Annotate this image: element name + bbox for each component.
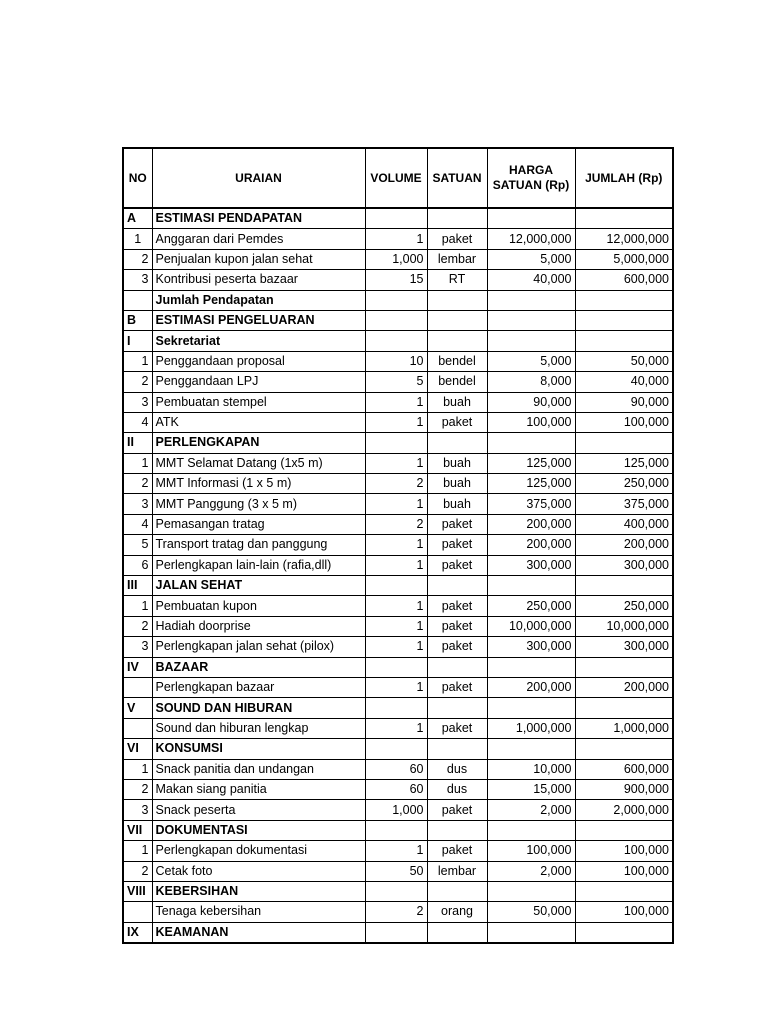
table-row: [123, 249, 673, 269]
cell-volume: [365, 881, 427, 901]
cell-uraian: ATK: [152, 412, 365, 432]
total-row: [123, 290, 673, 310]
table-row: [123, 596, 673, 616]
cell-satuan: [427, 820, 487, 840]
cell-satuan: lembar: [427, 249, 487, 269]
cell-jumlah: 600,000: [575, 270, 673, 290]
cell-jumlah: [575, 698, 673, 718]
table-row: [123, 412, 673, 432]
cell-no: B: [123, 310, 152, 330]
cell-harga-satuan: 375,000: [487, 494, 575, 514]
cell-no: 3: [123, 392, 152, 412]
cell-satuan: lembar: [427, 861, 487, 881]
cell-uraian: Perlengkapan lain-lain (rafia,dll): [152, 555, 365, 575]
cell-jumlah: 100,000: [575, 861, 673, 881]
cell-satuan: [427, 433, 487, 453]
cell-uraian: Snack peserta: [152, 800, 365, 820]
cell-uraian: Pembuatan kupon: [152, 596, 365, 616]
section-row: [123, 881, 673, 901]
cell-volume: 1: [365, 535, 427, 555]
table-body: [123, 208, 673, 943]
cell-harga-satuan: [487, 739, 575, 759]
table-row: [123, 392, 673, 412]
cell-harga-satuan: [487, 576, 575, 596]
cell-jumlah: 300,000: [575, 637, 673, 657]
cell-harga-satuan: [487, 820, 575, 840]
cell-uraian: Sound dan hiburan lengkap: [152, 718, 365, 738]
cell-harga-satuan: [487, 208, 575, 229]
section-row: [123, 657, 673, 677]
cell-jumlah: 10,000,000: [575, 616, 673, 636]
cell-volume: [365, 331, 427, 351]
cell-harga-satuan: [487, 922, 575, 943]
cell-satuan: bendel: [427, 372, 487, 392]
cell-jumlah: [575, 657, 673, 677]
cell-jumlah: 1,000,000: [575, 718, 673, 738]
table-row: [123, 351, 673, 371]
cell-harga-satuan: 200,000: [487, 535, 575, 555]
cell-satuan: [427, 208, 487, 229]
cell-harga-satuan: 125,000: [487, 453, 575, 473]
table-row: [123, 902, 673, 922]
cell-no: 1: [123, 596, 152, 616]
cell-volume: [365, 310, 427, 330]
cell-harga-satuan: 10,000,000: [487, 616, 575, 636]
cell-harga-satuan: 5,000: [487, 249, 575, 269]
cell-satuan: paket: [427, 800, 487, 820]
cell-harga-satuan: 10,000: [487, 759, 575, 779]
cell-no: 2: [123, 249, 152, 269]
cell-harga-satuan: [487, 881, 575, 901]
cell-satuan: paket: [427, 229, 487, 249]
cell-no: 2: [123, 616, 152, 636]
cell-satuan: paket: [427, 677, 487, 697]
cell-volume: [365, 820, 427, 840]
cell-uraian: Kontribusi peserta bazaar: [152, 270, 365, 290]
cell-satuan: [427, 290, 487, 310]
cell-harga-satuan: 100,000: [487, 412, 575, 432]
cell-harga-satuan: 300,000: [487, 555, 575, 575]
cell-satuan: paket: [427, 616, 487, 636]
cell-satuan: RT: [427, 270, 487, 290]
cell-harga-satuan: 1,000,000: [487, 718, 575, 738]
cell-satuan: [427, 698, 487, 718]
cell-volume: 2: [365, 902, 427, 922]
cell-satuan: [427, 739, 487, 759]
cell-harga-satuan: [487, 433, 575, 453]
cell-volume: 1: [365, 229, 427, 249]
cell-satuan: paket: [427, 841, 487, 861]
cell-volume: 1: [365, 453, 427, 473]
cell-no: VII: [123, 820, 152, 840]
cell-jumlah: [575, 331, 673, 351]
header-no: NO: [123, 148, 152, 208]
table-row: [123, 535, 673, 555]
cell-satuan: [427, 922, 487, 943]
cell-volume: 50: [365, 861, 427, 881]
cell-no: 4: [123, 412, 152, 432]
cell-satuan: [427, 310, 487, 330]
cell-volume: 1: [365, 555, 427, 575]
cell-no: [123, 290, 152, 310]
cell-jumlah: 50,000: [575, 351, 673, 371]
table-row: [123, 718, 673, 738]
cell-volume: [365, 290, 427, 310]
cell-satuan: bendel: [427, 351, 487, 371]
cell-harga-satuan: 40,000: [487, 270, 575, 290]
cell-uraian: SOUND DAN HIBURAN: [152, 698, 365, 718]
cell-satuan: dus: [427, 779, 487, 799]
cell-no: II: [123, 433, 152, 453]
cell-no: III: [123, 576, 152, 596]
cell-uraian: Pembuatan stempel: [152, 392, 365, 412]
cell-satuan: orang: [427, 902, 487, 922]
table-row: [123, 270, 673, 290]
cell-satuan: [427, 576, 487, 596]
cell-volume: [365, 433, 427, 453]
cell-jumlah: 100,000: [575, 902, 673, 922]
cell-harga-satuan: [487, 657, 575, 677]
cell-uraian: Perlengkapan bazaar: [152, 677, 365, 697]
cell-volume: 1,000: [365, 800, 427, 820]
cell-no: 2: [123, 861, 152, 881]
table-row: [123, 372, 673, 392]
cell-uraian: ESTIMASI PENGELUARAN: [152, 310, 365, 330]
cell-no: 5: [123, 535, 152, 555]
cell-volume: 10: [365, 351, 427, 371]
cell-uraian: MMT Informasi (1 x 5 m): [152, 474, 365, 494]
cell-volume: 60: [365, 779, 427, 799]
table-row: [123, 474, 673, 494]
section-row: [123, 698, 673, 718]
header-volume: VOLUME: [365, 148, 427, 208]
cell-uraian: Cetak foto: [152, 861, 365, 881]
cell-jumlah: [575, 576, 673, 596]
section-row: [123, 820, 673, 840]
section-row: [123, 331, 673, 351]
table-row: [123, 637, 673, 657]
cell-no: IV: [123, 657, 152, 677]
cell-jumlah: 40,000: [575, 372, 673, 392]
section-row: [123, 739, 673, 759]
cell-uraian: JALAN SEHAT: [152, 576, 365, 596]
cell-no: A: [123, 208, 152, 229]
cell-no: 1: [123, 351, 152, 371]
cell-uraian: Sekretariat: [152, 331, 365, 351]
cell-volume: 15: [365, 270, 427, 290]
cell-no: [123, 677, 152, 697]
cell-jumlah: 300,000: [575, 555, 673, 575]
cell-volume: 1: [365, 616, 427, 636]
cell-volume: [365, 576, 427, 596]
cell-satuan: dus: [427, 759, 487, 779]
cell-no: 3: [123, 494, 152, 514]
cell-uraian: Snack panitia dan undangan: [152, 759, 365, 779]
cell-volume: 5: [365, 372, 427, 392]
cell-harga-satuan: 300,000: [487, 637, 575, 657]
cell-jumlah: 250,000: [575, 474, 673, 494]
cell-jumlah: 90,000: [575, 392, 673, 412]
cell-no: I: [123, 331, 152, 351]
cell-volume: 1: [365, 677, 427, 697]
table-row: [123, 514, 673, 534]
cell-volume: [365, 739, 427, 759]
table-row: [123, 494, 673, 514]
cell-no: 4: [123, 514, 152, 534]
cell-satuan: paket: [427, 637, 487, 657]
cell-no: [123, 902, 152, 922]
cell-jumlah: [575, 208, 673, 229]
cell-uraian: KEBERSIHAN: [152, 881, 365, 901]
section-row: [123, 922, 673, 943]
cell-uraian: ESTIMASI PENDAPATAN: [152, 208, 365, 229]
cell-volume: 1: [365, 596, 427, 616]
cell-no: 1: [123, 453, 152, 473]
cell-volume: 2: [365, 514, 427, 534]
header-jumlah: JUMLAH (Rp): [575, 148, 673, 208]
cell-satuan: buah: [427, 494, 487, 514]
cell-harga-satuan: 125,000: [487, 474, 575, 494]
cell-harga-satuan: [487, 290, 575, 310]
cell-jumlah: [575, 433, 673, 453]
cell-harga-satuan: 2,000: [487, 861, 575, 881]
cell-harga-satuan: [487, 310, 575, 330]
cell-harga-satuan: 15,000: [487, 779, 575, 799]
cell-satuan: paket: [427, 535, 487, 555]
cell-no: 3: [123, 270, 152, 290]
cell-jumlah: [575, 739, 673, 759]
table-row: [123, 555, 673, 575]
header-satuan: SATUAN: [427, 148, 487, 208]
cell-uraian: BAZAAR: [152, 657, 365, 677]
cell-uraian: Tenaga kebersihan: [152, 902, 365, 922]
cell-jumlah: 5,000,000: [575, 249, 673, 269]
cell-harga-satuan: 250,000: [487, 596, 575, 616]
cell-harga-satuan: 50,000: [487, 902, 575, 922]
table-row: [123, 861, 673, 881]
cell-volume: 1: [365, 841, 427, 861]
cell-uraian: Penggandaan LPJ: [152, 372, 365, 392]
cell-harga-satuan: 12,000,000: [487, 229, 575, 249]
cell-no: 2: [123, 372, 152, 392]
cell-no: 3: [123, 800, 152, 820]
cell-uraian: Penggandaan proposal: [152, 351, 365, 371]
cell-jumlah: 12,000,000: [575, 229, 673, 249]
cell-no: 2: [123, 474, 152, 494]
table-row: [123, 453, 673, 473]
cell-volume: [365, 698, 427, 718]
cell-uraian: Penjualan kupon jalan sehat: [152, 249, 365, 269]
table-row: [123, 841, 673, 861]
cell-harga-satuan: [487, 331, 575, 351]
table-row: [123, 759, 673, 779]
cell-jumlah: [575, 820, 673, 840]
cell-jumlah: [575, 922, 673, 943]
cell-uraian: Transport tratag dan panggung: [152, 535, 365, 555]
cell-jumlah: 375,000: [575, 494, 673, 514]
cell-no: [123, 718, 152, 738]
cell-uraian: MMT Selamat Datang (1x5 m): [152, 453, 365, 473]
cell-jumlah: 100,000: [575, 412, 673, 432]
cell-harga-satuan: 200,000: [487, 514, 575, 534]
cell-harga-satuan: [487, 698, 575, 718]
cell-jumlah: 100,000: [575, 841, 673, 861]
cell-volume: 1: [365, 494, 427, 514]
section-row: [123, 433, 673, 453]
cell-no: 1: [123, 759, 152, 779]
cell-volume: 1,000: [365, 249, 427, 269]
cell-volume: 1: [365, 637, 427, 657]
cell-harga-satuan: 90,000: [487, 392, 575, 412]
cell-jumlah: [575, 310, 673, 330]
cell-jumlah: 400,000: [575, 514, 673, 534]
cell-satuan: paket: [427, 596, 487, 616]
cell-jumlah: 250,000: [575, 596, 673, 616]
cell-jumlah: 600,000: [575, 759, 673, 779]
table-row: [123, 616, 673, 636]
cell-jumlah: 200,000: [575, 677, 673, 697]
cell-uraian: Jumlah Pendapatan: [152, 290, 365, 310]
header-uraian: URAIAN: [152, 148, 365, 208]
cell-no: 6: [123, 555, 152, 575]
cell-uraian: Hadiah doorprise: [152, 616, 365, 636]
section-row: [123, 208, 673, 229]
cell-no: VI: [123, 739, 152, 759]
cell-uraian: Perlengkapan dokumentasi: [152, 841, 365, 861]
cell-volume: 1: [365, 392, 427, 412]
cell-no: 2: [123, 779, 152, 799]
cell-volume: [365, 208, 427, 229]
cell-volume: 1: [365, 718, 427, 738]
cell-volume: [365, 922, 427, 943]
cell-volume: 2: [365, 474, 427, 494]
table-header-row: [123, 148, 673, 208]
cell-satuan: [427, 331, 487, 351]
cell-satuan: paket: [427, 555, 487, 575]
cell-uraian: Pemasangan tratag: [152, 514, 365, 534]
table-row: [123, 779, 673, 799]
cell-uraian: DOKUMENTASI: [152, 820, 365, 840]
cell-no: 1: [123, 841, 152, 861]
cell-satuan: [427, 657, 487, 677]
cell-no: 1: [123, 229, 152, 249]
cell-volume: 60: [365, 759, 427, 779]
cell-satuan: paket: [427, 718, 487, 738]
cell-uraian: KEAMANAN: [152, 922, 365, 943]
cell-harga-satuan: 200,000: [487, 677, 575, 697]
section-row: [123, 310, 673, 330]
cell-uraian: Perlengkapan jalan sehat (pilox): [152, 637, 365, 657]
cell-uraian: Makan siang panitia: [152, 779, 365, 799]
cell-uraian: Anggaran dari Pemdes: [152, 229, 365, 249]
cell-uraian: KONSUMSI: [152, 739, 365, 759]
header-harga-satuan: HARGA SATUAN (Rp): [487, 148, 575, 208]
cell-no: 3: [123, 637, 152, 657]
cell-satuan: buah: [427, 474, 487, 494]
cell-no: IX: [123, 922, 152, 943]
budget-table: [122, 147, 674, 944]
cell-volume: 1: [365, 412, 427, 432]
cell-jumlah: 200,000: [575, 535, 673, 555]
cell-jumlah: [575, 290, 673, 310]
cell-uraian: PERLENGKAPAN: [152, 433, 365, 453]
cell-harga-satuan: 2,000: [487, 800, 575, 820]
cell-no: VIII: [123, 881, 152, 901]
table-row: [123, 229, 673, 249]
cell-satuan: buah: [427, 392, 487, 412]
cell-harga-satuan: 8,000: [487, 372, 575, 392]
cell-satuan: [427, 881, 487, 901]
cell-jumlah: 900,000: [575, 779, 673, 799]
cell-satuan: buah: [427, 453, 487, 473]
cell-harga-satuan: 100,000: [487, 841, 575, 861]
cell-satuan: paket: [427, 412, 487, 432]
cell-uraian: MMT Panggung (3 x 5 m): [152, 494, 365, 514]
section-row: [123, 576, 673, 596]
cell-volume: [365, 657, 427, 677]
table-row: [123, 677, 673, 697]
table-row: [123, 800, 673, 820]
cell-satuan: paket: [427, 514, 487, 534]
cell-jumlah: 2,000,000: [575, 800, 673, 820]
cell-jumlah: 125,000: [575, 453, 673, 473]
budget-sheet: [122, 147, 672, 944]
cell-jumlah: [575, 881, 673, 901]
cell-harga-satuan: 5,000: [487, 351, 575, 371]
cell-no: V: [123, 698, 152, 718]
